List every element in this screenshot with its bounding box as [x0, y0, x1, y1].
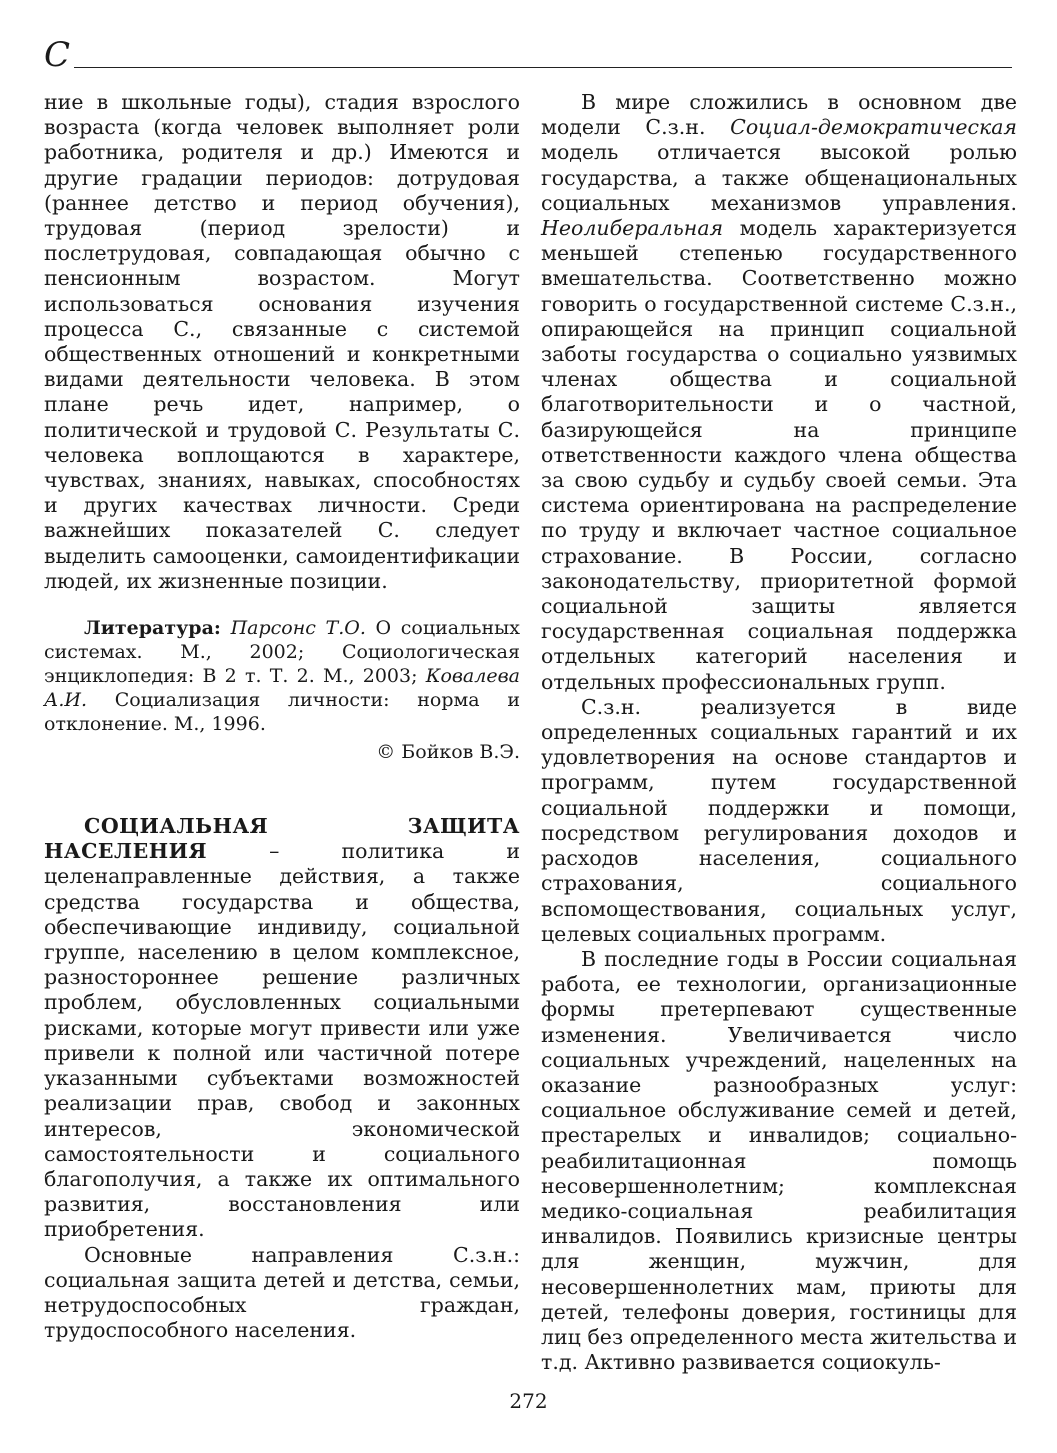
header-rule: [74, 67, 1012, 68]
literature-ref-2: Социализация личности: норма и отклонение. М., 1996.: [44, 689, 520, 736]
literature-author-1: Парсонс Т.О.: [230, 617, 366, 640]
literature-ref-1: О социальных системах. М., 2002; Социологическая энциклопедия: В 2 т. Т. 2. М., 2003;: [44, 617, 520, 688]
entry-text: – политика и целенаправленные действия, а также средства государства и общества, обеспечивающие индивиду, социальной группе, населению в целом комплексное, разностороннее решение различных проблем, обусловленных социальными рисками, которые могут привести или уже привели к полной или частичной потере указанными субъектами возможностей реализации прав, свобод и законных интересов, экономической самостоятельности и социального благополучия, а также их оптимального развития, восстановления или приобретения.: [44, 839, 520, 1242]
paragraph-recent-years: В последние годы в России социальная работа, ее технологии, организационные формы претерпевают существенные изменения. Увеличивается число социальных учреждений, нацеленных на оказание разнообразных услуг: социальное обслуживание семей и детей, престарелых и инвалидов; социально-реабилитационная помощь несовершеннолетним; комплексная медико-социальная реабилитация инвалидов. Появились кризисные центры для женщин, мужчин, для несовершеннолетних мам, приюты для детей, телефоны доверия, гостиницы для лиц без определенного места жительства и т.д. Активно развивается социокуль-: [541, 946, 1017, 1375]
term-social-democratic: Социал-демократическая: [730, 115, 1017, 140]
page-number: 272: [509, 1389, 548, 1413]
left-column: [44, 90, 520, 1343]
text-run: В мире сложились в основном две модели С.з.н.: [541, 90, 1017, 140]
text-run: модель характеризуется меньшей степенью государственного вмешательства. Соответственно можно говорить о государственной системе С.з.н., опирающейся на принцип социальной заботы государства о социально уязвимых членах общества и социальной благотворительности и о частной, базирующейся на принципе ответственности каждого члена общества за свою судьбу и судьбу своей семьи. Эта система ориентирована на распределение по труду и включает частное социальное страхование. В России, согласно законодательству, приоритетной формой социальной защиты является государственная социальная поддержка отдельных категорий населения и отдельных профессиональных групп.: [541, 216, 1017, 694]
text-run: модель отличается высокой ролью государства, а также общенациональных социальных механизмов управления.: [541, 140, 1017, 215]
paragraph-implementation: С.з.н. реализуется в виде определенных социальных гарантий и их удовлетворения на основе стандартов и программ, путем государственной социальной поддержки и помощи, посредством регулирования доходов и расходов населения, социального страхования, социального вспомоществования, социальных услуг, целевых социальных программ.: [541, 694, 1017, 946]
article-author: © Бойков В.Э.: [376, 741, 520, 764]
entry-title: СОЦИАЛЬНАЯ ЗАЩИТА НАСЕЛЕНИЯ: [44, 814, 520, 864]
entry-definition: [44, 814, 520, 1242]
running-header-letter: С: [44, 35, 71, 75]
paragraph-models: [541, 90, 1017, 695]
right-column: [541, 90, 1017, 1375]
literature-label: Литература:: [84, 617, 221, 640]
term-neoliberal: Неолиберальная: [541, 216, 724, 241]
literature-author-2: Ковалева А.И.: [44, 665, 520, 712]
paragraph-continuation: ние в школьные годы), стадия взрослого возраста (когда человек выполняет роли работника, родителя и др.) Имеются и другие градации периодов: дотрудовая (раннее детство и период обучения), трудовая (период зрелости) и послетрудовая, совпадающая обычно с пенсионным возрастом. Могут использоваться основания изучения процесса С., связанные с системой общественных отношений и конкретными видами деятельности человека. В этом плане речь идет, например, о политической и трудовой С. Результаты С. человека воплощаются в характере, чувствах, знаниях, навыках, способностях и других качествах личности. Среди важнейших показателей С. следует выделить самооценки, самоидентификации людей, их жизненные позиции.: [44, 90, 520, 593]
paragraph-directions: Основные направления С.з.н.: социальная защита детей и детства, семьи, нетрудоспособных граждан, трудоспособного населения.: [44, 1242, 520, 1343]
literature-paragraph: [44, 616, 520, 736]
